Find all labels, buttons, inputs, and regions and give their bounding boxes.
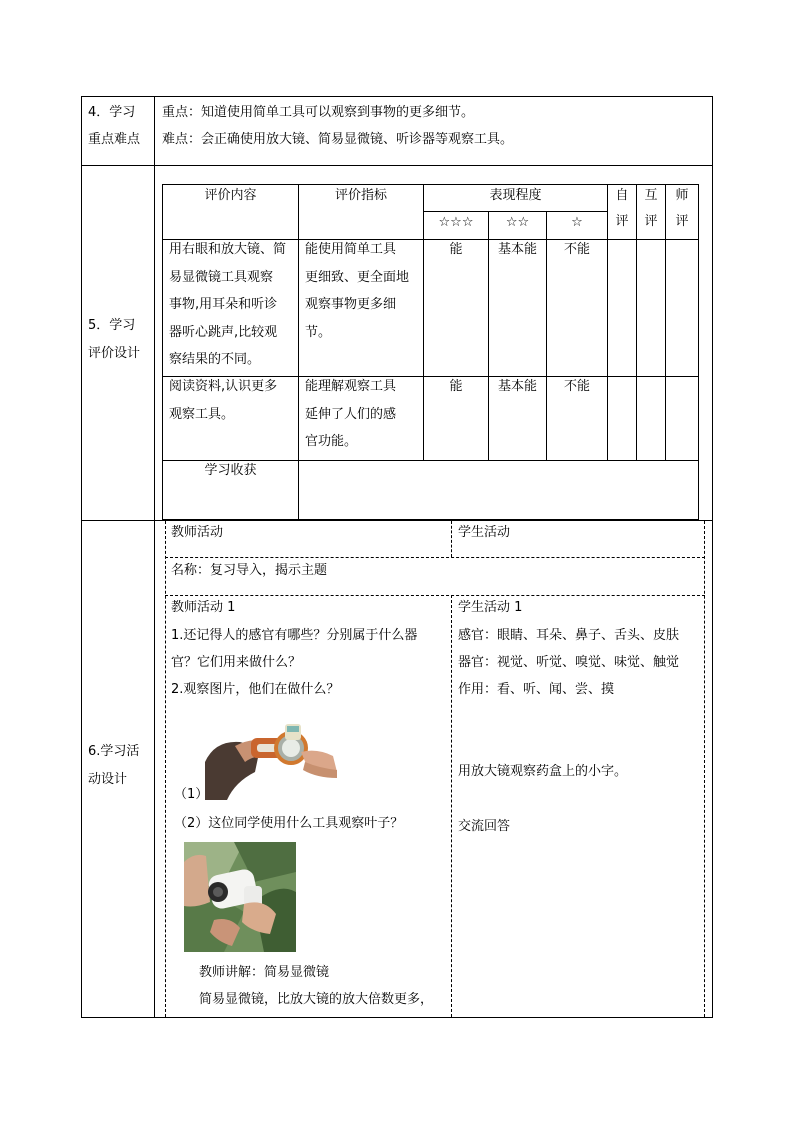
teacher-explanation-title: 教师讲解：简易显微镜	[199, 965, 330, 980]
outer-border-top	[81, 96, 713, 97]
row6-label-line1: 6.学习活	[88, 744, 140, 759]
header-teacher-line2: 评	[675, 214, 689, 229]
teacher-question2: 2.观察图片，他们在做什么？	[171, 682, 340, 697]
teacher-explanation-body: 简易显微镜，比放大镜的放大倍数更多，	[199, 992, 434, 1007]
level-three-stars: ☆☆☆	[438, 215, 474, 230]
student-answer-uses: 作用：看、听、闻、尝、摸	[458, 682, 615, 697]
header-performance: 表现程度	[489, 188, 542, 203]
difficulty-text: 难点：会正确使用放大镜、简易显微镜、听诊器等观察工具。	[162, 132, 514, 147]
header-self-line1: 自	[615, 188, 629, 203]
row4-label-line1: 4．学习	[88, 105, 136, 120]
activity-right-dashed	[704, 521, 705, 1017]
student-activity-header: 学生活动	[458, 525, 511, 540]
teacher-question-photo2: （2）这位同学使用什么工具观察叶子？	[174, 816, 404, 831]
microscope-photo	[184, 842, 296, 952]
student-answer-photo1: 用放大镜观察药盒上的小字。	[458, 764, 628, 779]
eval-row2-level3: 不能	[563, 379, 590, 394]
outer-border-right	[712, 96, 713, 1018]
student-answer-organs: 感官：眼睛、耳朵、鼻子、舌头、皮肤	[458, 628, 680, 643]
label-column-divider	[154, 96, 155, 1018]
outer-border-bottom	[81, 1017, 713, 1018]
learning-harvest-label: 学习收获	[204, 463, 257, 478]
eval-row2-content: 阅读资料,认识更多 观察工具。	[169, 379, 278, 422]
activity-header-mid-dashed	[451, 521, 452, 557]
student-answer-senses: 器官：视觉、听觉、嗅觉、味觉、触觉	[458, 655, 680, 670]
teacher-activity-1-title: 教师活动 1	[171, 600, 236, 615]
photo1-caption: （1）	[174, 787, 209, 802]
eval-row1-level1: 能	[449, 242, 463, 257]
eval-row1-level3: 不能	[563, 242, 590, 257]
level-two-stars: ☆☆	[505, 215, 530, 230]
eval-row2-level1: 能	[449, 379, 463, 394]
eval-bottom-line	[162, 519, 699, 520]
teacher-question1-line1: 1.还记得人的感官有哪些？分别属于什么器	[171, 628, 418, 643]
header-eval-indicator: 评价指标	[334, 188, 387, 203]
eval-row1-level2: 基本能	[497, 242, 537, 257]
activity-name: 名称：复习导入，揭示主题	[171, 563, 328, 578]
eval-col-line-1	[298, 184, 299, 520]
outer-border-left	[81, 96, 82, 1018]
student-answer-discussion: 交流回答	[458, 819, 511, 834]
eval-row2-level2: 基本能	[497, 379, 537, 394]
header-teacher-line1: 师	[675, 188, 689, 203]
eval-row2-indicator: 能理解观察工具 延伸了人们的感 官功能。	[305, 379, 397, 449]
teacher-activity-header: 教师活动	[171, 525, 224, 540]
eval-row1-content: 用右眼和放大镜、简 易显微镜工具观察 事物,用耳朵和听诊 器听心跳声,比较观 察结果的不同。	[169, 242, 287, 367]
header-self-line2: 评	[615, 214, 629, 229]
row5-label-line1: 5．学习	[88, 318, 136, 333]
row6-label-line2: 动设计	[88, 772, 128, 787]
activity-left-dashed	[165, 521, 166, 1017]
level-one-star: ☆	[571, 215, 583, 230]
eval-right-line	[698, 184, 699, 520]
student-activity-1-title: 学生活动 1	[458, 600, 523, 615]
key-point-text: 重点：知道使用简单工具可以观察到事物的更多细节。	[162, 105, 475, 120]
header-peer-line2: 评	[644, 214, 658, 229]
header-peer-line1: 互	[644, 188, 658, 203]
header-eval-content: 评价内容	[204, 188, 257, 203]
row5-label-line2: 评价设计	[88, 346, 141, 361]
activity-name-divider	[165, 595, 705, 596]
row-divider-4-5	[81, 165, 713, 166]
eval-row1-indicator: 能使用简单工具 更细致、更全面地 观察事物更多细 节。	[305, 242, 410, 340]
activity-body-mid-dashed	[451, 595, 452, 1017]
magnifier-photo	[205, 722, 337, 800]
row4-label-line2: 重点难点	[88, 132, 141, 147]
teacher-question1-line2: 官？它们用来做什么？	[171, 655, 302, 670]
